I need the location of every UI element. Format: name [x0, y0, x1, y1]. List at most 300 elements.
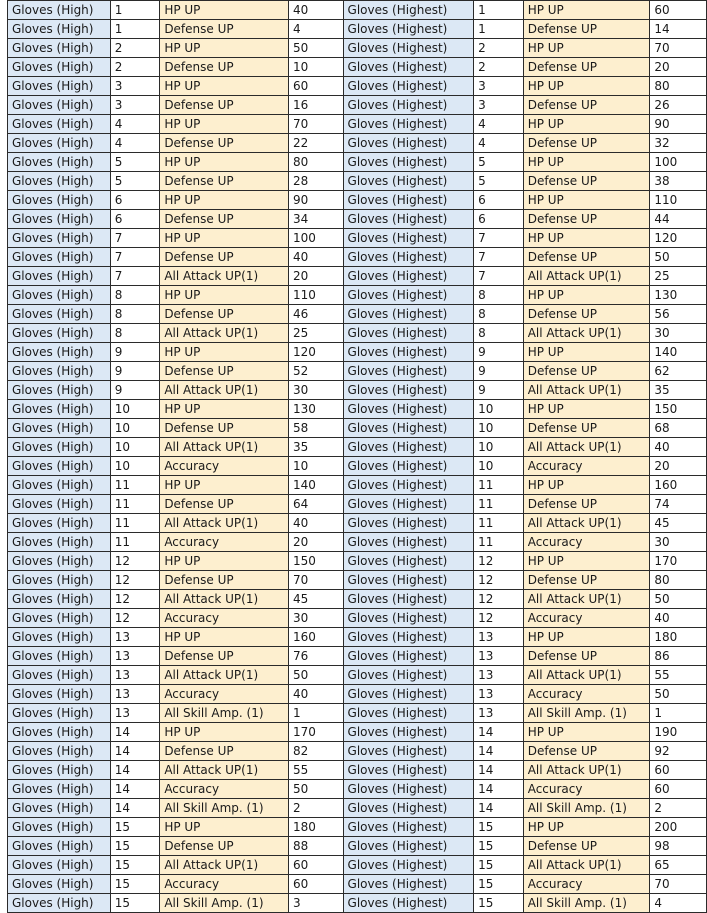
option-value-highest-cell[interactable]: 92 [650, 742, 707, 761]
option-value-high-cell[interactable]: 34 [288, 210, 343, 229]
item-name-high-cell[interactable]: Gloves (High) [8, 248, 111, 267]
option-name-highest-cell[interactable]: HP UP [523, 115, 650, 134]
item-name-highest-cell[interactable]: Gloves (Highest) [343, 58, 474, 77]
option-name-high-cell[interactable]: Accuracy [160, 685, 289, 704]
option-name-high-cell[interactable]: Defense UP [160, 134, 289, 153]
level-high-cell[interactable]: 13 [110, 647, 160, 666]
level-high-cell[interactable]: 15 [110, 875, 160, 894]
option-name-high-cell[interactable]: HP UP [160, 286, 289, 305]
item-name-highest-cell[interactable]: Gloves (Highest) [343, 742, 474, 761]
option-value-highest-cell[interactable]: 170 [650, 552, 707, 571]
option-name-highest-cell[interactable]: All Attack UP(1) [523, 381, 650, 400]
level-high-cell[interactable]: 12 [110, 571, 160, 590]
level-highest-cell[interactable]: 5 [474, 172, 524, 191]
level-highest-cell[interactable]: 1 [474, 20, 524, 39]
option-name-highest-cell[interactable]: All Attack UP(1) [523, 514, 650, 533]
option-name-highest-cell[interactable]: HP UP [523, 476, 650, 495]
option-value-high-cell[interactable]: 60 [288, 77, 343, 96]
level-high-cell[interactable]: 14 [110, 799, 160, 818]
level-high-cell[interactable]: 4 [110, 115, 160, 134]
option-name-high-cell[interactable]: Defense UP [160, 495, 289, 514]
level-highest-cell[interactable]: 6 [474, 191, 524, 210]
option-value-highest-cell[interactable]: 50 [650, 248, 707, 267]
option-value-highest-cell[interactable]: 80 [650, 571, 707, 590]
option-value-high-cell[interactable]: 58 [288, 419, 343, 438]
option-name-highest-cell[interactable]: Defense UP [523, 210, 650, 229]
level-high-cell[interactable]: 13 [110, 685, 160, 704]
option-name-high-cell[interactable]: Accuracy [160, 780, 289, 799]
option-name-high-cell[interactable]: All Attack UP(1) [160, 856, 289, 875]
option-value-highest-cell[interactable]: 120 [650, 229, 707, 248]
item-name-highest-cell[interactable]: Gloves (Highest) [343, 761, 474, 780]
item-name-highest-cell[interactable]: Gloves (Highest) [343, 96, 474, 115]
option-value-high-cell[interactable]: 88 [288, 837, 343, 856]
item-name-high-cell[interactable]: Gloves (High) [8, 552, 111, 571]
level-highest-cell[interactable]: 8 [474, 324, 524, 343]
option-value-highest-cell[interactable]: 140 [650, 343, 707, 362]
option-value-high-cell[interactable]: 40 [288, 685, 343, 704]
item-name-highest-cell[interactable]: Gloves (Highest) [343, 799, 474, 818]
option-name-highest-cell[interactable]: All Attack UP(1) [523, 590, 650, 609]
item-name-highest-cell[interactable]: Gloves (Highest) [343, 666, 474, 685]
item-name-high-cell[interactable]: Gloves (High) [8, 343, 111, 362]
level-highest-cell[interactable]: 3 [474, 96, 524, 115]
option-value-high-cell[interactable]: 28 [288, 172, 343, 191]
option-name-highest-cell[interactable]: Accuracy [523, 780, 650, 799]
option-name-high-cell[interactable]: Defense UP [160, 419, 289, 438]
item-name-high-cell[interactable]: Gloves (High) [8, 590, 111, 609]
option-name-highest-cell[interactable]: Defense UP [523, 837, 650, 856]
option-value-high-cell[interactable]: 120 [288, 343, 343, 362]
option-name-highest-cell[interactable]: Defense UP [523, 647, 650, 666]
item-name-high-cell[interactable]: Gloves (High) [8, 438, 111, 457]
item-name-highest-cell[interactable]: Gloves (Highest) [343, 875, 474, 894]
option-value-high-cell[interactable]: 82 [288, 742, 343, 761]
level-high-cell[interactable]: 11 [110, 533, 160, 552]
level-high-cell[interactable]: 11 [110, 514, 160, 533]
level-highest-cell[interactable]: 10 [474, 400, 524, 419]
option-name-highest-cell[interactable]: HP UP [523, 286, 650, 305]
option-name-high-cell[interactable]: Defense UP [160, 172, 289, 191]
option-name-high-cell[interactable]: HP UP [160, 77, 289, 96]
option-name-high-cell[interactable]: Accuracy [160, 457, 289, 476]
level-highest-cell[interactable]: 3 [474, 77, 524, 96]
item-name-highest-cell[interactable]: Gloves (Highest) [343, 210, 474, 229]
level-high-cell[interactable]: 15 [110, 856, 160, 875]
item-name-highest-cell[interactable]: Gloves (Highest) [343, 818, 474, 837]
option-name-high-cell[interactable]: HP UP [160, 343, 289, 362]
level-high-cell[interactable]: 13 [110, 704, 160, 723]
level-high-cell[interactable]: 1 [110, 20, 160, 39]
option-name-high-cell[interactable]: HP UP [160, 628, 289, 647]
option-name-highest-cell[interactable]: All Attack UP(1) [523, 856, 650, 875]
item-name-highest-cell[interactable]: Gloves (Highest) [343, 305, 474, 324]
option-name-highest-cell[interactable]: HP UP [523, 818, 650, 837]
option-value-highest-cell[interactable]: 50 [650, 685, 707, 704]
option-value-high-cell[interactable]: 1 [288, 704, 343, 723]
item-name-highest-cell[interactable]: Gloves (Highest) [343, 229, 474, 248]
option-name-high-cell[interactable]: Accuracy [160, 609, 289, 628]
item-name-high-cell[interactable]: Gloves (High) [8, 20, 111, 39]
level-highest-cell[interactable]: 15 [474, 894, 524, 913]
item-name-highest-cell[interactable]: Gloves (Highest) [343, 704, 474, 723]
option-value-high-cell[interactable]: 70 [288, 115, 343, 134]
level-highest-cell[interactable]: 9 [474, 343, 524, 362]
option-value-high-cell[interactable]: 52 [288, 362, 343, 381]
level-highest-cell[interactable]: 11 [474, 533, 524, 552]
option-name-high-cell[interactable]: Defense UP [160, 210, 289, 229]
option-value-high-cell[interactable]: 90 [288, 191, 343, 210]
option-value-highest-cell[interactable]: 200 [650, 818, 707, 837]
item-name-highest-cell[interactable]: Gloves (Highest) [343, 514, 474, 533]
option-name-highest-cell[interactable]: Defense UP [523, 571, 650, 590]
level-highest-cell[interactable]: 9 [474, 381, 524, 400]
level-high-cell[interactable]: 9 [110, 381, 160, 400]
option-name-highest-cell[interactable]: All Skill Amp. (1) [523, 704, 650, 723]
option-value-high-cell[interactable]: 10 [288, 58, 343, 77]
option-value-highest-cell[interactable]: 80 [650, 77, 707, 96]
option-value-highest-cell[interactable]: 62 [650, 362, 707, 381]
item-name-highest-cell[interactable]: Gloves (Highest) [343, 837, 474, 856]
level-high-cell[interactable]: 12 [110, 609, 160, 628]
level-highest-cell[interactable]: 15 [474, 875, 524, 894]
item-name-highest-cell[interactable]: Gloves (Highest) [343, 647, 474, 666]
option-value-high-cell[interactable]: 50 [288, 780, 343, 799]
option-name-high-cell[interactable]: HP UP [160, 552, 289, 571]
item-name-highest-cell[interactable]: Gloves (Highest) [343, 476, 474, 495]
item-name-high-cell[interactable]: Gloves (High) [8, 153, 111, 172]
item-name-highest-cell[interactable]: Gloves (Highest) [343, 628, 474, 647]
option-value-highest-cell[interactable]: 70 [650, 875, 707, 894]
option-name-highest-cell[interactable]: Defense UP [523, 172, 650, 191]
option-name-high-cell[interactable]: HP UP [160, 818, 289, 837]
level-high-cell[interactable]: 7 [110, 229, 160, 248]
level-high-cell[interactable]: 8 [110, 324, 160, 343]
item-name-highest-cell[interactable]: Gloves (Highest) [343, 248, 474, 267]
option-value-highest-cell[interactable]: 55 [650, 666, 707, 685]
item-name-highest-cell[interactable]: Gloves (Highest) [343, 894, 474, 913]
item-name-high-cell[interactable]: Gloves (High) [8, 818, 111, 837]
option-value-high-cell[interactable]: 60 [288, 875, 343, 894]
option-value-high-cell[interactable]: 35 [288, 438, 343, 457]
level-high-cell[interactable]: 7 [110, 267, 160, 286]
level-highest-cell[interactable]: 2 [474, 58, 524, 77]
option-value-high-cell[interactable]: 180 [288, 818, 343, 837]
option-value-highest-cell[interactable]: 100 [650, 153, 707, 172]
item-name-highest-cell[interactable]: Gloves (Highest) [343, 39, 474, 58]
item-name-highest-cell[interactable]: Gloves (Highest) [343, 191, 474, 210]
level-highest-cell[interactable]: 10 [474, 438, 524, 457]
item-name-high-cell[interactable]: Gloves (High) [8, 210, 111, 229]
level-highest-cell[interactable]: 15 [474, 856, 524, 875]
option-value-high-cell[interactable]: 110 [288, 286, 343, 305]
level-highest-cell[interactable]: 12 [474, 590, 524, 609]
option-value-highest-cell[interactable]: 70 [650, 39, 707, 58]
level-high-cell[interactable]: 6 [110, 210, 160, 229]
option-value-highest-cell[interactable]: 150 [650, 400, 707, 419]
option-name-high-cell[interactable]: Defense UP [160, 647, 289, 666]
level-highest-cell[interactable]: 14 [474, 799, 524, 818]
option-value-highest-cell[interactable]: 60 [650, 780, 707, 799]
item-name-high-cell[interactable]: Gloves (High) [8, 533, 111, 552]
option-value-high-cell[interactable]: 150 [288, 552, 343, 571]
item-name-high-cell[interactable]: Gloves (High) [8, 305, 111, 324]
option-name-high-cell[interactable]: HP UP [160, 229, 289, 248]
option-value-high-cell[interactable]: 22 [288, 134, 343, 153]
item-name-high-cell[interactable]: Gloves (High) [8, 685, 111, 704]
option-name-highest-cell[interactable]: All Attack UP(1) [523, 267, 650, 286]
item-name-high-cell[interactable]: Gloves (High) [8, 761, 111, 780]
option-value-highest-cell[interactable]: 32 [650, 134, 707, 153]
option-name-highest-cell[interactable]: All Attack UP(1) [523, 324, 650, 343]
item-name-highest-cell[interactable]: Gloves (Highest) [343, 419, 474, 438]
option-value-high-cell[interactable]: 140 [288, 476, 343, 495]
option-name-highest-cell[interactable]: HP UP [523, 153, 650, 172]
option-name-high-cell[interactable]: All Skill Amp. (1) [160, 704, 289, 723]
option-name-highest-cell[interactable]: Accuracy [523, 533, 650, 552]
option-value-high-cell[interactable]: 45 [288, 590, 343, 609]
option-name-highest-cell[interactable]: Defense UP [523, 134, 650, 153]
option-name-high-cell[interactable]: All Skill Amp. (1) [160, 894, 289, 913]
option-value-high-cell[interactable]: 50 [288, 39, 343, 58]
item-name-high-cell[interactable]: Gloves (High) [8, 400, 111, 419]
option-name-highest-cell[interactable]: HP UP [523, 723, 650, 742]
option-value-high-cell[interactable]: 46 [288, 305, 343, 324]
level-high-cell[interactable]: 13 [110, 628, 160, 647]
level-high-cell[interactable]: 9 [110, 343, 160, 362]
option-value-high-cell[interactable]: 160 [288, 628, 343, 647]
level-highest-cell[interactable]: 8 [474, 286, 524, 305]
item-name-high-cell[interactable]: Gloves (High) [8, 381, 111, 400]
item-name-high-cell[interactable]: Gloves (High) [8, 894, 111, 913]
item-name-high-cell[interactable]: Gloves (High) [8, 628, 111, 647]
item-name-high-cell[interactable]: Gloves (High) [8, 58, 111, 77]
level-high-cell[interactable]: 7 [110, 248, 160, 267]
level-highest-cell[interactable]: 7 [474, 267, 524, 286]
item-name-highest-cell[interactable]: Gloves (Highest) [343, 20, 474, 39]
level-highest-cell[interactable]: 13 [474, 685, 524, 704]
item-name-high-cell[interactable]: Gloves (High) [8, 780, 111, 799]
item-name-highest-cell[interactable]: Gloves (Highest) [343, 400, 474, 419]
item-name-high-cell[interactable]: Gloves (High) [8, 609, 111, 628]
option-value-high-cell[interactable]: 25 [288, 324, 343, 343]
option-value-highest-cell[interactable]: 35 [650, 381, 707, 400]
option-name-highest-cell[interactable]: Defense UP [523, 20, 650, 39]
option-name-highest-cell[interactable]: HP UP [523, 343, 650, 362]
option-value-highest-cell[interactable]: 4 [650, 894, 707, 913]
option-name-high-cell[interactable]: HP UP [160, 476, 289, 495]
option-value-highest-cell[interactable]: 45 [650, 514, 707, 533]
option-name-high-cell[interactable]: HP UP [160, 39, 289, 58]
level-highest-cell[interactable]: 9 [474, 362, 524, 381]
level-high-cell[interactable]: 8 [110, 286, 160, 305]
level-high-cell[interactable]: 12 [110, 552, 160, 571]
option-name-high-cell[interactable]: All Attack UP(1) [160, 381, 289, 400]
option-name-high-cell[interactable]: Defense UP [160, 248, 289, 267]
level-highest-cell[interactable]: 13 [474, 647, 524, 666]
level-high-cell[interactable]: 15 [110, 894, 160, 913]
option-value-highest-cell[interactable]: 1 [650, 704, 707, 723]
item-name-high-cell[interactable]: Gloves (High) [8, 571, 111, 590]
item-name-highest-cell[interactable]: Gloves (Highest) [343, 780, 474, 799]
level-high-cell[interactable]: 14 [110, 723, 160, 742]
option-name-highest-cell[interactable]: Defense UP [523, 96, 650, 115]
item-name-highest-cell[interactable]: Gloves (Highest) [343, 362, 474, 381]
option-value-highest-cell[interactable]: 86 [650, 647, 707, 666]
level-highest-cell[interactable]: 4 [474, 115, 524, 134]
option-name-high-cell[interactable]: HP UP [160, 115, 289, 134]
option-name-high-cell[interactable]: All Attack UP(1) [160, 324, 289, 343]
option-name-highest-cell[interactable]: Defense UP [523, 419, 650, 438]
option-name-high-cell[interactable]: All Attack UP(1) [160, 438, 289, 457]
option-name-highest-cell[interactable]: HP UP [523, 229, 650, 248]
option-name-high-cell[interactable]: Defense UP [160, 305, 289, 324]
option-value-high-cell[interactable]: 30 [288, 381, 343, 400]
option-name-high-cell[interactable]: Defense UP [160, 742, 289, 761]
level-highest-cell[interactable]: 14 [474, 780, 524, 799]
option-name-highest-cell[interactable]: All Attack UP(1) [523, 438, 650, 457]
item-name-high-cell[interactable]: Gloves (High) [8, 723, 111, 742]
item-name-highest-cell[interactable]: Gloves (Highest) [343, 856, 474, 875]
option-value-highest-cell[interactable]: 98 [650, 837, 707, 856]
level-highest-cell[interactable]: 10 [474, 419, 524, 438]
item-name-high-cell[interactable]: Gloves (High) [8, 134, 111, 153]
option-value-highest-cell[interactable]: 130 [650, 286, 707, 305]
option-name-highest-cell[interactable]: All Attack UP(1) [523, 761, 650, 780]
option-name-highest-cell[interactable]: Defense UP [523, 305, 650, 324]
item-name-high-cell[interactable]: Gloves (High) [8, 96, 111, 115]
option-name-high-cell[interactable]: Defense UP [160, 58, 289, 77]
level-highest-cell[interactable]: 12 [474, 552, 524, 571]
level-highest-cell[interactable]: 7 [474, 248, 524, 267]
option-name-high-cell[interactable]: All Attack UP(1) [160, 514, 289, 533]
level-highest-cell[interactable]: 14 [474, 723, 524, 742]
level-high-cell[interactable]: 15 [110, 837, 160, 856]
level-high-cell[interactable]: 3 [110, 96, 160, 115]
option-value-high-cell[interactable]: 100 [288, 229, 343, 248]
option-value-high-cell[interactable]: 10 [288, 457, 343, 476]
item-name-high-cell[interactable]: Gloves (High) [8, 1, 111, 20]
option-name-highest-cell[interactable]: Accuracy [523, 685, 650, 704]
option-value-high-cell[interactable]: 20 [288, 267, 343, 286]
option-name-highest-cell[interactable]: Defense UP [523, 248, 650, 267]
option-value-highest-cell[interactable]: 2 [650, 799, 707, 818]
option-name-high-cell[interactable]: Accuracy [160, 533, 289, 552]
option-value-highest-cell[interactable]: 190 [650, 723, 707, 742]
option-name-highest-cell[interactable]: Defense UP [523, 362, 650, 381]
option-name-high-cell[interactable]: All Attack UP(1) [160, 666, 289, 685]
item-name-highest-cell[interactable]: Gloves (Highest) [343, 533, 474, 552]
option-value-high-cell[interactable]: 40 [288, 248, 343, 267]
option-value-highest-cell[interactable]: 90 [650, 115, 707, 134]
level-highest-cell[interactable]: 12 [474, 609, 524, 628]
level-high-cell[interactable]: 9 [110, 362, 160, 381]
option-value-highest-cell[interactable]: 65 [650, 856, 707, 875]
option-value-high-cell[interactable]: 40 [288, 514, 343, 533]
level-high-cell[interactable]: 4 [110, 134, 160, 153]
item-name-high-cell[interactable]: Gloves (High) [8, 115, 111, 134]
item-name-highest-cell[interactable]: Gloves (Highest) [343, 609, 474, 628]
option-value-high-cell[interactable]: 60 [288, 856, 343, 875]
level-highest-cell[interactable]: 10 [474, 457, 524, 476]
option-value-highest-cell[interactable]: 25 [650, 267, 707, 286]
level-highest-cell[interactable]: 6 [474, 210, 524, 229]
level-highest-cell[interactable]: 4 [474, 134, 524, 153]
option-value-high-cell[interactable]: 20 [288, 533, 343, 552]
item-name-high-cell[interactable]: Gloves (High) [8, 286, 111, 305]
item-name-high-cell[interactable]: Gloves (High) [8, 856, 111, 875]
level-highest-cell[interactable]: 11 [474, 476, 524, 495]
level-high-cell[interactable]: 10 [110, 457, 160, 476]
level-highest-cell[interactable]: 11 [474, 495, 524, 514]
option-value-highest-cell[interactable]: 14 [650, 20, 707, 39]
level-high-cell[interactable]: 3 [110, 77, 160, 96]
option-value-high-cell[interactable]: 170 [288, 723, 343, 742]
item-name-high-cell[interactable]: Gloves (High) [8, 191, 111, 210]
item-name-high-cell[interactable]: Gloves (High) [8, 647, 111, 666]
item-name-high-cell[interactable]: Gloves (High) [8, 172, 111, 191]
option-value-highest-cell[interactable]: 20 [650, 457, 707, 476]
item-name-highest-cell[interactable]: Gloves (Highest) [343, 571, 474, 590]
level-highest-cell[interactable]: 11 [474, 514, 524, 533]
level-high-cell[interactable]: 8 [110, 305, 160, 324]
option-name-highest-cell[interactable]: Defense UP [523, 58, 650, 77]
option-value-highest-cell[interactable]: 60 [650, 761, 707, 780]
option-name-highest-cell[interactable]: Accuracy [523, 609, 650, 628]
option-value-highest-cell[interactable]: 50 [650, 590, 707, 609]
item-name-highest-cell[interactable]: Gloves (Highest) [343, 495, 474, 514]
level-high-cell[interactable]: 11 [110, 476, 160, 495]
item-name-highest-cell[interactable]: Gloves (Highest) [343, 590, 474, 609]
option-name-highest-cell[interactable]: HP UP [523, 400, 650, 419]
item-name-highest-cell[interactable]: Gloves (Highest) [343, 685, 474, 704]
option-value-highest-cell[interactable]: 20 [650, 58, 707, 77]
option-value-highest-cell[interactable]: 40 [650, 609, 707, 628]
option-value-highest-cell[interactable]: 74 [650, 495, 707, 514]
level-highest-cell[interactable]: 13 [474, 666, 524, 685]
item-name-highest-cell[interactable]: Gloves (Highest) [343, 324, 474, 343]
option-value-high-cell[interactable]: 30 [288, 609, 343, 628]
item-name-high-cell[interactable]: Gloves (High) [8, 362, 111, 381]
level-high-cell[interactable]: 12 [110, 590, 160, 609]
option-name-high-cell[interactable]: All Attack UP(1) [160, 267, 289, 286]
level-high-cell[interactable]: 1 [110, 1, 160, 20]
option-value-high-cell[interactable]: 70 [288, 571, 343, 590]
option-value-high-cell[interactable]: 64 [288, 495, 343, 514]
option-name-highest-cell[interactable]: All Skill Amp. (1) [523, 799, 650, 818]
option-name-highest-cell[interactable]: Defense UP [523, 742, 650, 761]
option-name-highest-cell[interactable]: HP UP [523, 1, 650, 20]
item-name-highest-cell[interactable]: Gloves (Highest) [343, 381, 474, 400]
item-name-high-cell[interactable]: Gloves (High) [8, 495, 111, 514]
option-value-high-cell[interactable]: 3 [288, 894, 343, 913]
level-high-cell[interactable]: 13 [110, 666, 160, 685]
level-highest-cell[interactable]: 1 [474, 1, 524, 20]
option-value-highest-cell[interactable]: 60 [650, 1, 707, 20]
item-name-high-cell[interactable]: Gloves (High) [8, 229, 111, 248]
item-name-highest-cell[interactable]: Gloves (Highest) [343, 1, 474, 20]
option-name-high-cell[interactable]: HP UP [160, 191, 289, 210]
item-name-highest-cell[interactable]: Gloves (Highest) [343, 552, 474, 571]
option-name-high-cell[interactable]: Defense UP [160, 96, 289, 115]
level-high-cell[interactable]: 14 [110, 780, 160, 799]
option-name-highest-cell[interactable]: All Attack UP(1) [523, 666, 650, 685]
option-value-highest-cell[interactable]: 38 [650, 172, 707, 191]
option-value-highest-cell[interactable]: 26 [650, 96, 707, 115]
item-name-highest-cell[interactable]: Gloves (Highest) [343, 723, 474, 742]
option-value-high-cell[interactable]: 2 [288, 799, 343, 818]
option-name-high-cell[interactable]: Defense UP [160, 20, 289, 39]
